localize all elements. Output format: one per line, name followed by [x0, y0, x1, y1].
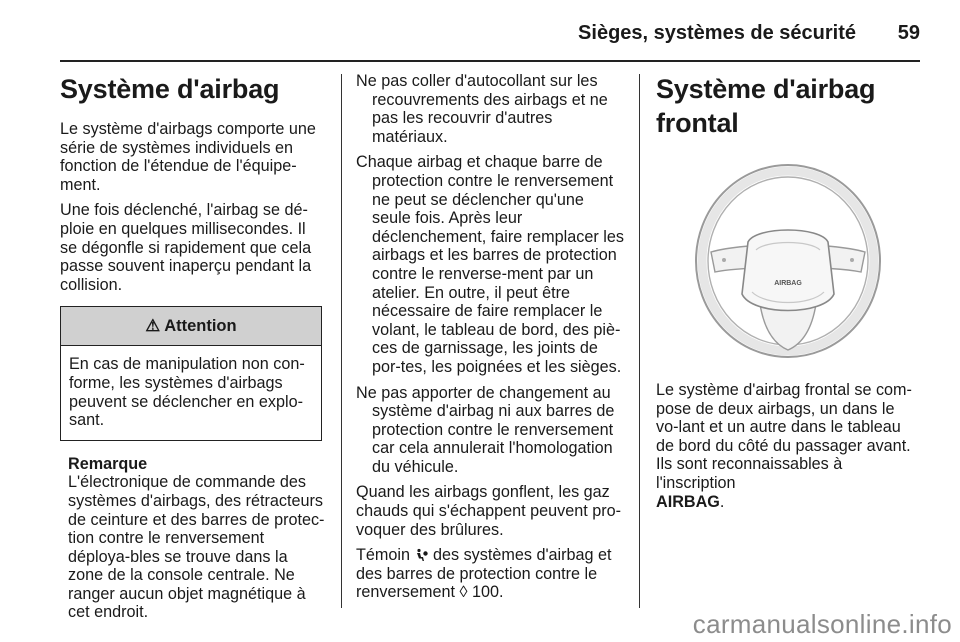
- airbag-warning-light-icon: [414, 548, 428, 562]
- paragraph: [356, 546, 626, 602]
- attention-box: [60, 306, 322, 440]
- header-rule: [60, 60, 920, 62]
- column-3: [656, 72, 920, 518]
- section-title: Système d'airbag frontal: [656, 74, 876, 138]
- watermark: carmanualsonline.info: [692, 609, 952, 639]
- column-divider: [639, 74, 640, 608]
- attention-header: [61, 307, 321, 346]
- page-reference-link[interactable]: 100.: [471, 583, 504, 602]
- remark-body: L'électronique de commande des systèmes d'airbags, des rétracteurs de ceinture et des barres de protec-tion contre le renversement déploya-bles se trouve dans la zone de la console centrale. Ne ranger aucun objet magnétique à cet endroit.: [68, 473, 325, 622]
- list-item: Ne pas apporter de changement au système d'airbag ni aux barres de protection contre le renversement car cela annulerait l'homologation du véhicule.: [356, 383, 615, 476]
- attention-title: Attention: [164, 317, 237, 336]
- remark-note: [60, 455, 326, 622]
- list-item: Ne pas coller d'autocollant sur les recouvrements des airbags et ne pas les recouvrir d'autres matériaux.: [356, 72, 608, 146]
- header-title: Sièges, systèmes de sécurité: [578, 22, 856, 44]
- attention-body: En cas de manipulation non con-forme, les systèmes d'airbags peuvent se déclencher en explo-sant.: [69, 355, 305, 430]
- text: Le système d'airbag frontal se com-pose de deux airbags, un dans le vo-lant et un autre dans le tableau de bord du côté du passager avant. Ils sont reconnaissables à l'inscription: [656, 381, 912, 492]
- remark-title: Remarque: [68, 454, 148, 473]
- text: .: [719, 492, 725, 511]
- warning-triangle-icon: ⚠: [145, 317, 161, 336]
- column-2: [356, 72, 626, 609]
- paragraph: [656, 381, 920, 511]
- paragraph: Quand les airbags gonflent, les gaz chauds qui s'échappent peuvent pro-voquer des brûlures.: [356, 483, 621, 539]
- page-ref-icon: ◊: [459, 583, 468, 602]
- list-item: Chaque airbag et chaque barre de protection contre le renversement ne peut se déclencher qu'une seule fois. Après leur déclenchement, faire remplacer les airbags et les barres de protection contre le renverse-ment par un atelier. En outre, il peut être nécessaire de faire remplacer le volant, le tableau de bord, des piè-ces de garnissage, les joints de por-tes, les poignées et les sièges.: [356, 153, 624, 376]
- column-1: [60, 72, 326, 622]
- paragraph: Une fois déclenché, l'airbag se dé-ploie en quelques millisecondes. Il se dégonfle si rapidement que cela passe souvent inaperçu pendant la collision.: [60, 201, 312, 294]
- paragraph: Le système d'airbags comporte une série de systèmes individuels en fonction de l'étendue de l'équipe-ment.: [60, 120, 316, 194]
- column-divider: [341, 74, 342, 608]
- section-title: Système d'airbag: [60, 74, 280, 104]
- bold-term: AIRBAG: [656, 492, 720, 511]
- text: des systèmes d'airbag et des barres de protection contre le renversement: [356, 546, 612, 602]
- text: Témoin: [356, 546, 410, 565]
- steering-wheel-icon: [656, 154, 920, 369]
- wheel-airbag-label: AIRBAG: [774, 280, 802, 287]
- page-number: 59: [897, 22, 920, 44]
- indented-list: [356, 72, 626, 476]
- page-header: [60, 14, 920, 54]
